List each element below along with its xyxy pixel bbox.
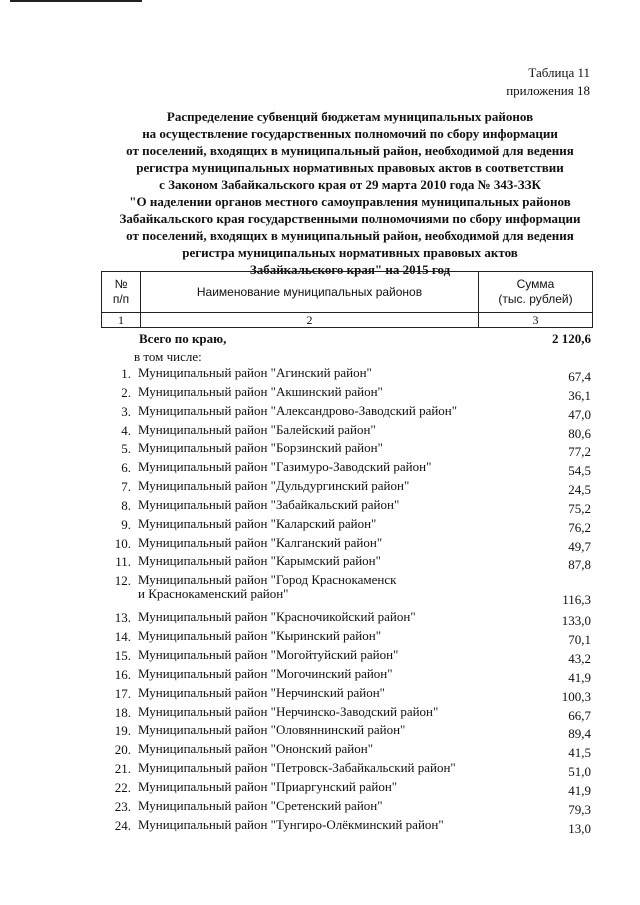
row-number: 13. bbox=[114, 610, 131, 626]
col-sum-header-line: (тыс. рублей) bbox=[498, 292, 573, 306]
col-index-2: 2 bbox=[141, 313, 479, 328]
table-header bbox=[101, 271, 593, 328]
district-name-line: Муниципальный район "Нерчинско-Заводский район" bbox=[138, 703, 439, 719]
total-row bbox=[101, 331, 593, 349]
title-line: Распределение субвенций бюджетам муниципальных районов bbox=[166, 109, 534, 124]
row-amount: 76,2 bbox=[568, 519, 591, 535]
appendix-number: приложения 18 bbox=[506, 83, 590, 98]
title-line: от поселений, входящих в муниципальный район, необходимой для ведения bbox=[126, 143, 574, 158]
district-name bbox=[138, 629, 508, 643]
table-row bbox=[101, 742, 593, 761]
row-number: 20. bbox=[114, 742, 131, 758]
district-name bbox=[138, 460, 508, 474]
row-number: 9. bbox=[121, 516, 131, 532]
subheader: в том числе: bbox=[134, 349, 202, 364]
row-amount: 70,1 bbox=[568, 632, 591, 648]
top-rule bbox=[10, 0, 142, 2]
district-name-line: Муниципальный район "Красночикойский район" bbox=[138, 609, 416, 625]
col-number-header bbox=[102, 272, 141, 313]
district-name bbox=[138, 610, 508, 624]
row-number: 24. bbox=[114, 817, 131, 833]
district-name-line: Муниципальный район "Сретенский район" bbox=[138, 797, 383, 813]
district-name bbox=[138, 554, 508, 568]
row-amount: 87,8 bbox=[568, 557, 591, 573]
district-name bbox=[138, 705, 508, 719]
row-number: 7. bbox=[121, 479, 131, 495]
title-line: Забайкальского края государственными полномочиями по сбору информации bbox=[119, 211, 581, 226]
col-sum-header-line: Сумма bbox=[516, 277, 555, 291]
row-number: 14. bbox=[114, 629, 131, 645]
document-title bbox=[80, 108, 620, 278]
table-reference bbox=[506, 64, 590, 100]
district-name bbox=[138, 723, 508, 737]
row-amount: 36,1 bbox=[568, 387, 591, 403]
district-name-line: Муниципальный район "Нерчинский район" bbox=[138, 684, 385, 700]
row-amount: 77,2 bbox=[568, 444, 591, 460]
table-row bbox=[101, 441, 593, 460]
row-amount: 47,0 bbox=[568, 406, 591, 422]
table-row bbox=[101, 498, 593, 517]
row-number: 2. bbox=[121, 384, 131, 400]
row-amount: 100,3 bbox=[561, 688, 591, 704]
row-number: 1. bbox=[121, 366, 131, 381]
table-row bbox=[101, 761, 593, 780]
district-name-line: Муниципальный район "Тунгиро-Олёкминский район" bbox=[138, 816, 444, 832]
row-number: 18. bbox=[114, 704, 131, 720]
district-name bbox=[138, 366, 508, 380]
row-number: 23. bbox=[114, 798, 131, 814]
row-amount: 24,5 bbox=[568, 482, 591, 498]
row-amount: 133,0 bbox=[561, 613, 591, 629]
table-row bbox=[101, 460, 593, 479]
total-value: 2 120,6 bbox=[552, 331, 591, 346]
row-amount: 41,9 bbox=[568, 782, 591, 798]
district-name-line: Муниципальный район "Александрово-Заводский район" bbox=[138, 402, 458, 418]
table-row bbox=[101, 610, 593, 629]
district-name-line: Муниципальный район "Забайкальский район" bbox=[138, 496, 400, 512]
district-name-line: Муниципальный район "Балейский район" bbox=[138, 421, 376, 437]
col-index-3: 3 bbox=[479, 313, 593, 328]
col-sum-header bbox=[479, 272, 593, 313]
row-amount: 54,5 bbox=[568, 463, 591, 479]
row-number: 4. bbox=[121, 422, 131, 438]
row-number: 3. bbox=[121, 403, 131, 419]
table-row bbox=[101, 705, 593, 724]
district-name bbox=[138, 498, 508, 512]
district-name bbox=[138, 404, 508, 418]
row-amount: 67,4 bbox=[568, 369, 591, 384]
district-name bbox=[138, 761, 508, 775]
title-line: от поселений, входящих в муниципальный район, необходимой для ведения bbox=[126, 228, 574, 243]
title-line: регистра муниципальных нормативных правовых актов в соответствии bbox=[136, 160, 564, 175]
district-name bbox=[138, 573, 508, 601]
table-row bbox=[101, 366, 593, 385]
table-row bbox=[101, 536, 593, 555]
district-name bbox=[138, 648, 508, 662]
table-row bbox=[101, 573, 593, 610]
row-amount: 41,9 bbox=[568, 669, 591, 685]
table-row bbox=[101, 629, 593, 648]
table-row bbox=[101, 423, 593, 442]
row-number: 15. bbox=[114, 647, 131, 663]
district-list bbox=[101, 366, 593, 836]
row-amount: 89,4 bbox=[568, 726, 591, 742]
title-line: на осуществление государственных полномочий по сбору информации bbox=[142, 126, 558, 141]
table-row bbox=[101, 479, 593, 498]
row-amount: 49,7 bbox=[568, 538, 591, 554]
row-number: 16. bbox=[114, 666, 131, 682]
row-amount: 79,3 bbox=[568, 801, 591, 817]
table-row bbox=[101, 404, 593, 423]
table-row bbox=[101, 818, 593, 837]
table-row bbox=[101, 723, 593, 742]
total-label: Всего по краю, bbox=[139, 331, 227, 346]
table-row bbox=[101, 799, 593, 818]
table-row bbox=[101, 385, 593, 404]
district-name-line: Муниципальный район "Каларский район" bbox=[138, 515, 377, 531]
district-name bbox=[138, 423, 508, 437]
district-name-line: Муниципальный район "Приаргунский район" bbox=[138, 778, 398, 794]
row-number: 22. bbox=[114, 779, 131, 795]
table-row bbox=[101, 780, 593, 799]
title-line: Забайкальского края" на 2015 год bbox=[249, 262, 451, 277]
district-name-line: Муниципальный район "Акшинский район" bbox=[138, 383, 383, 399]
district-name-line: Муниципальный район "Могочинский район" bbox=[138, 665, 393, 681]
district-name-line: Муниципальный район "Борзинский район" bbox=[138, 440, 383, 456]
row-amount: 66,7 bbox=[568, 707, 591, 723]
district-name-line: Муниципальный район "Агинский район" bbox=[138, 365, 372, 380]
district-name-line: Муниципальный район "Могойтуйский район" bbox=[138, 646, 399, 662]
district-name-line: Муниципальный район "Ононский район" bbox=[138, 741, 374, 757]
row-amount: 75,2 bbox=[568, 500, 591, 516]
row-amount: 41,5 bbox=[568, 745, 591, 761]
row-number: 11. bbox=[115, 554, 131, 570]
district-name-line: Муниципальный район "Калганский район" bbox=[138, 534, 383, 550]
district-name-line: Муниципальный район "Карымский район" bbox=[138, 553, 381, 569]
col-number-header-line: п/п bbox=[112, 292, 130, 306]
table-row bbox=[101, 648, 593, 667]
row-amount: 51,0 bbox=[568, 764, 591, 780]
row-number: 5. bbox=[121, 441, 131, 457]
district-name bbox=[138, 517, 508, 531]
district-name-line: Муниципальный район "Дульдургинский район" bbox=[138, 478, 410, 494]
district-name-line: и Краснокаменский район" bbox=[138, 586, 289, 602]
district-name bbox=[138, 441, 508, 455]
district-name bbox=[138, 479, 508, 493]
col-index-1: 1 bbox=[102, 313, 141, 328]
table-row bbox=[101, 517, 593, 536]
col-number-header-line: № bbox=[114, 277, 128, 291]
district-name-line: Муниципальный район "Кыринский район" bbox=[138, 628, 382, 644]
row-amount: 80,6 bbox=[568, 425, 591, 441]
row-number: 8. bbox=[121, 497, 131, 513]
district-name bbox=[138, 536, 508, 550]
row-amount: 13,0 bbox=[568, 820, 591, 836]
row-amount: 43,2 bbox=[568, 650, 591, 666]
district-name bbox=[138, 818, 508, 832]
district-name-line: Муниципальный район "Газимуро-Заводский район" bbox=[138, 459, 432, 475]
table-number: Таблица 11 bbox=[528, 65, 590, 80]
row-number: 6. bbox=[121, 460, 131, 476]
table-row bbox=[101, 667, 593, 686]
title-line: регистра муниципальных нормативных правовых актов bbox=[182, 245, 518, 260]
row-number: 21. bbox=[114, 761, 131, 777]
district-name-line: Муниципальный район "Город Краснокаменск bbox=[138, 572, 397, 588]
col-name-header: Наименование муниципальных районов bbox=[141, 272, 479, 313]
row-number: 12. bbox=[114, 573, 131, 589]
district-name bbox=[138, 799, 508, 813]
table-row bbox=[101, 686, 593, 705]
row-number: 10. bbox=[114, 535, 131, 551]
table-row bbox=[101, 554, 593, 573]
row-number: 17. bbox=[114, 685, 131, 701]
title-line: с Законом Забайкальского края от 29 марта 2010 года № 343-ЗЗК bbox=[159, 177, 541, 192]
title-line: "О наделении органов местного самоуправления муниципальных районов bbox=[129, 194, 571, 209]
district-name bbox=[138, 780, 508, 794]
district-name bbox=[138, 742, 508, 756]
row-amount: 116,3 bbox=[562, 592, 591, 608]
district-name-line: Муниципальный район "Оловяннинский район" bbox=[138, 722, 406, 738]
row-number: 19. bbox=[114, 723, 131, 739]
district-name bbox=[138, 385, 508, 399]
district-name bbox=[138, 667, 508, 681]
district-name bbox=[138, 686, 508, 700]
district-name-line: Муниципальный район "Петровск-Забайкальский район" bbox=[138, 760, 456, 776]
